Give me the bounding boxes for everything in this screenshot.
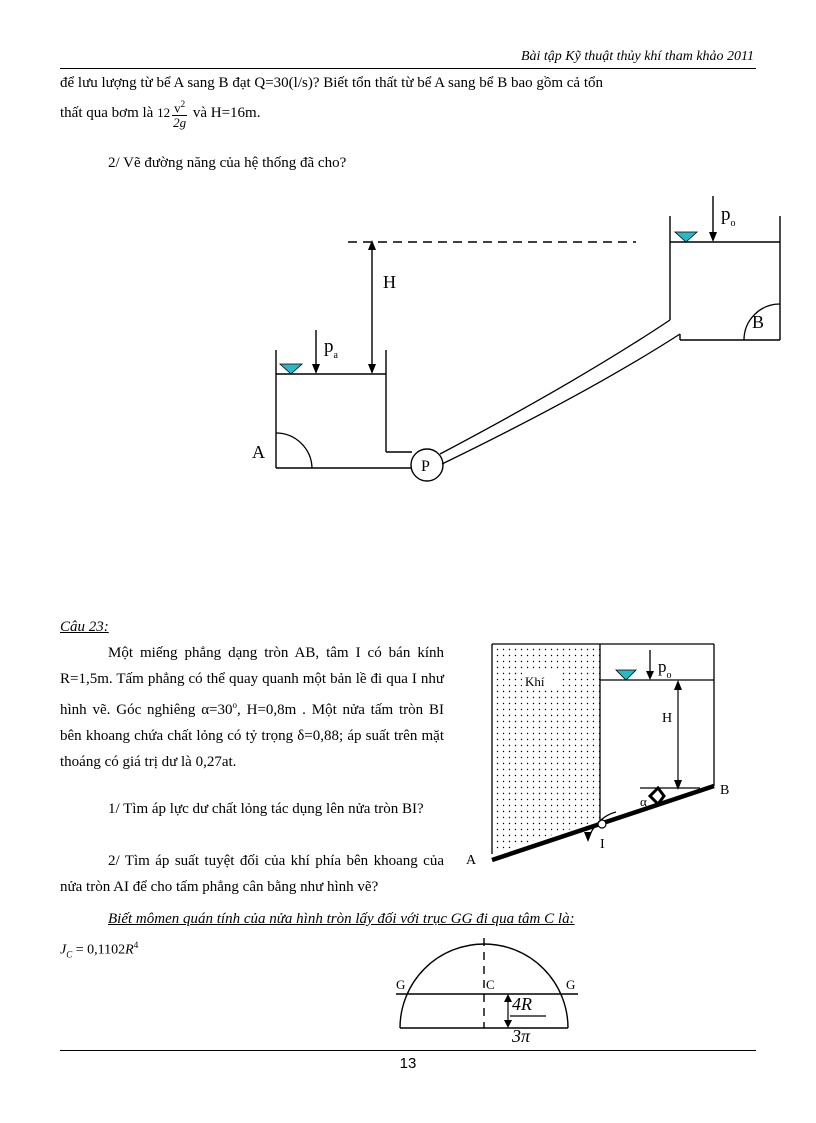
water-level-icon-b [675,232,697,242]
intro-text-2a: thất qua bơm là [60,105,158,121]
cau23-p1-text: Một miếng phẳng dạng tròn AB, tâm I có bán kính R=1,5m. Tấm phẳng có thể quay quanh một bản lề đi qua I như hình vẽ. Góc nghiêng α=30 [60,645,444,718]
cau23-paragraph-1 [60,640,444,775]
moment-note: Biết mômen quán tính của nửa hình tròn lấy đối với trục GG đi qua tâm C là: [108,911,575,927]
frac-den: 2g [173,115,187,131]
fraction-v2-2g [172,97,187,130]
label-khi: Khí [525,674,545,689]
header-rule [60,68,756,69]
figure-plate-tank [460,636,760,876]
page-header-title: Bài tập Kỹ thuật thủy khí tham khảo 2011 [520,49,754,64]
label-b: B [752,312,765,332]
tank-a [276,350,412,468]
label-c: C [486,977,495,992]
label-g-right: G [566,977,576,992]
coef: 12 [157,105,171,120]
label-alpha: α [640,794,647,809]
figure-semicircle [380,930,600,1050]
label-g-left: G [396,977,406,992]
label-po: $p_o$ [721,204,736,229]
water-level-icon-2 [616,670,636,680]
label-4r: 4R [512,994,532,1014]
label-po-2: $p_o$ [658,657,672,681]
label-i: I [600,837,605,852]
water-level-icon-a [280,364,302,374]
formula-sub: C [66,949,73,960]
intro-text-2b: và H=16m. [189,105,261,121]
cau23-question-1: 1/ Tìm áp lực dư chất lỏng tác dụng lên nửa tròn BI? [108,801,424,817]
formula-r: R [125,942,134,958]
frac-num: v [174,100,181,116]
pipe-upper [440,320,670,454]
cau23-heading: Câu 23: [60,619,109,635]
moment-formula [60,932,138,967]
label-pa: $p_a$ [324,336,338,361]
cau23-p1-rest: , H=0,8m . Một nửa tấm tròn BI bên khoang chứa chất lỏng có tỷ trọng δ=0,88; áp suất trên mặt thoáng có giá trị dư là 0,27at. [60,702,444,770]
formula-j: J [60,942,67,958]
pipe-lower [442,334,680,464]
frac-num-sup: 2 [180,98,186,109]
page-number: 13 [399,1055,417,1072]
intro-line-1 [60,70,756,96]
question-2: 2/ Vẽ đường năng của hệ thống đã cho? [108,155,347,171]
label-h: H [383,272,396,292]
label-p: P [421,458,430,475]
label-3pi: 3π [512,1026,531,1046]
label-a: A [252,442,265,462]
cau23-p1-sup: o [232,700,238,710]
label-b-2: B [720,783,730,798]
intro-text-1: để lưu lượng từ bể A sang B đạt Q=30(l/s)? Biết tổn thất từ bể A sang bể B bao gồm cả tổn [60,75,604,91]
formula-eq: = 0,1102 [72,942,126,958]
cau23-question-2: 2/ Tìm áp suất tuyệt đối của khí phía bên khoang của nửa tròn AI để cho tấm phẳng cân bằng như hình vẽ? [60,853,444,895]
intro-line-2 [60,96,756,130]
formula-exp: 4 [133,940,139,950]
label-a-2: A [466,853,477,868]
figure-pump-system [0,180,816,500]
footer-rule [60,1050,756,1051]
label-h-2: H [662,711,673,726]
